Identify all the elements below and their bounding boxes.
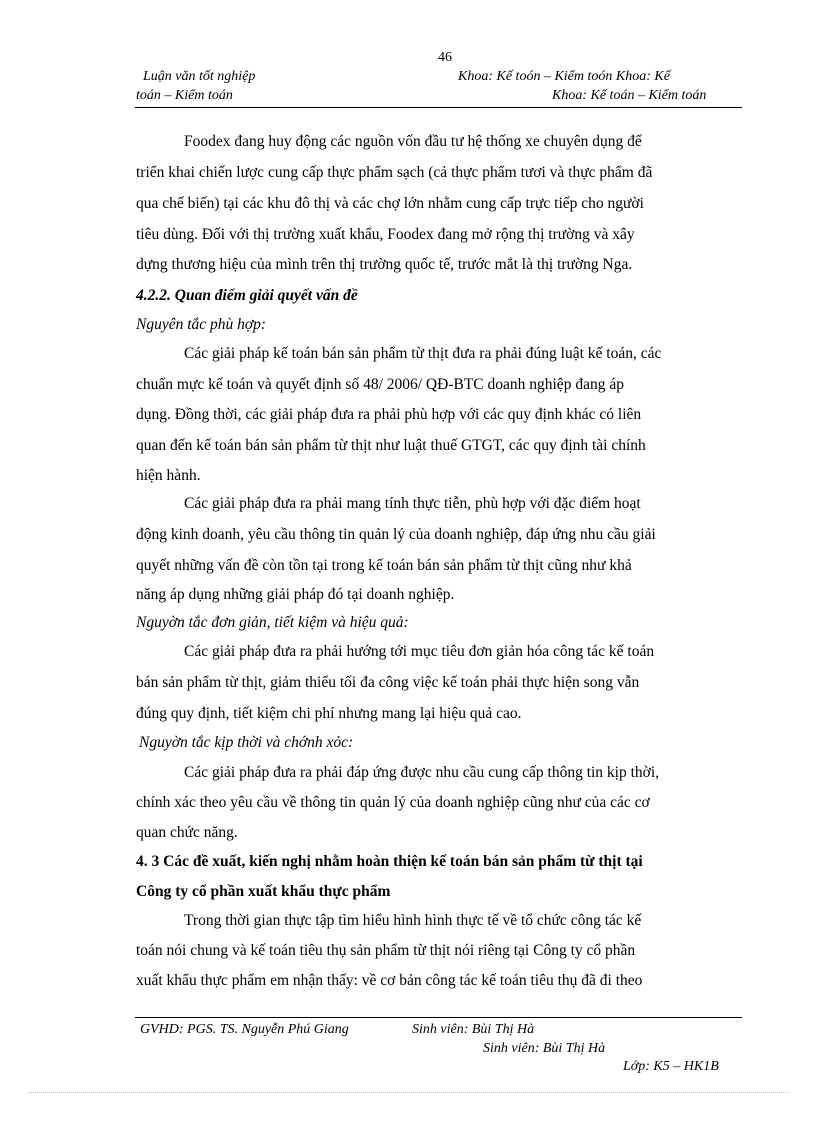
header-thesis-label: Luận văn tốt nghiệp (143, 69, 256, 84)
paragraph-line: dựng thương hiệu của mình trên thị trường quốc tế, trước mắt là thị trường Nga. (136, 256, 633, 273)
footer-advisor: GVHD: PGS. TS. Nguyễn Phú Giang (140, 1022, 349, 1037)
page-bottom-border (28, 1092, 788, 1093)
principle-heading: Nguyờn tắc kịp thời và chớnh xỏc: (139, 734, 354, 751)
footer-student-repeat: Sinh viên: Bùi Thị Hà (483, 1041, 606, 1056)
paragraph-line: Các giải pháp đưa ra phải đáp ứng được nhu cầu cung cấp thông tin kịp thời, (184, 764, 660, 781)
paragraph-line: Các giải pháp đưa ra phải hướng tới mục tiêu đơn giản hóa công tác kế toán (184, 643, 655, 660)
paragraph-line: toán nói chung và kế toán tiêu thụ sản phẩm từ thịt nói riêng tại Công ty cổ phần (136, 942, 636, 959)
header-thesis-label-cont: toán – Kiểm toán (136, 88, 233, 103)
footer-rule (135, 1017, 742, 1018)
section-heading-cont: Công ty cổ phần xuất khẩu thực phẩm (136, 883, 391, 900)
header-faculty-label: Khoa: Kế toón – Kiểm toón Khoa: Kế (458, 69, 670, 84)
paragraph-line: đúng quy định, tiết kiệm chi phí nhưng mang lại hiệu quả cao. (136, 705, 522, 722)
footer-class: Lớp: K5 – HK1B (623, 1059, 719, 1074)
paragraph-line: Các giải pháp đưa ra phải mang tính thực tiễn, phù hợp với đặc điểm hoạt (184, 495, 641, 512)
footer-student: Sinh viên: Bùi Thị Hà (412, 1022, 535, 1037)
paragraph-line: năng áp dụng những giải pháp đó tại doanh nghiệp. (136, 586, 455, 603)
paragraph-line: tiêu dùng. Đối với thị trường xuất khẩu, Foodex đang mở rộng thị trường và xây (136, 226, 635, 243)
paragraph-line: dụng. Đồng thời, các giải pháp đưa ra phải phù hợp với các quy định khác có liên (136, 406, 642, 423)
paragraph-line: quan đến kế toán bán sản phẩm từ thịt như luật thuế GTGT, các quy định tài chính (136, 437, 646, 454)
principle-heading: Nguyờn tắc đơn giản, tiết kiệm và hiệu quả: (136, 614, 409, 631)
paragraph-line: quan chức năng. (136, 824, 238, 841)
paragraph-line: quyết những vấn đề còn tồn tại trong kế toán bán sản phẩm từ thịt cũng như khả (136, 557, 632, 574)
principle-heading: Nguyên tắc phù hợp: (136, 316, 267, 333)
paragraph-line: xuất khẩu thực phẩm em nhận thấy: về cơ bản công tác kế toán tiêu thụ đã đi theo (136, 972, 643, 989)
paragraph-line: Các giải pháp kế toán bán sản phẩm từ thịt đưa ra phải đúng luật kế toán, các (184, 345, 662, 362)
paragraph-line: bán sản phẩm từ thịt, giảm thiểu tối đa công việc kế toán phải thực hiện song vẫn (136, 674, 640, 691)
header-rule (135, 107, 742, 108)
paragraph-line: Foodex đang huy động các nguồn vốn đầu tư hệ thống xe chuyên dụng để (184, 133, 642, 150)
paragraph-line: qua chế biến) tại các khu đô thị và các chợ lớn nhằm cung cấp trực tiếp cho người (136, 195, 644, 212)
paragraph-line: Trong thời gian thực tập tìm hiểu hình hình thực tế về tổ chức công tác kế (184, 912, 642, 929)
paragraph-line: động kinh doanh, yêu cầu thông tin quản lý của doanh nghiệp, đáp ứng nhu cầu giải (136, 526, 656, 543)
paragraph-line: chuẩn mực kế toán và quyết định số 48/ 2006/ QĐ-BTC doanh nghiệp đang áp (136, 376, 624, 393)
section-heading: 4. 3 Các đề xuất, kiến nghị nhằm hoàn thiện kế toán bán sản phẩm từ thịt tại (136, 853, 643, 870)
page-number: 46 (438, 50, 452, 65)
section-heading: 4.2.2. Quan điểm giải quyết vấn đề (136, 287, 358, 304)
paragraph-line: hiện hành. (136, 467, 201, 484)
paragraph-line: triển khai chiến lược cung cấp thực phẩm sạch (cả thực phẩm tươi và thực phẩm đã (136, 164, 653, 181)
paragraph-line: chính xác theo yêu cầu về thông tin quản lý của doanh nghiệp cũng như của các cơ (136, 794, 650, 811)
header-faculty-label-2: Khoa: Kế toán – Kiểm toán (552, 88, 707, 103)
